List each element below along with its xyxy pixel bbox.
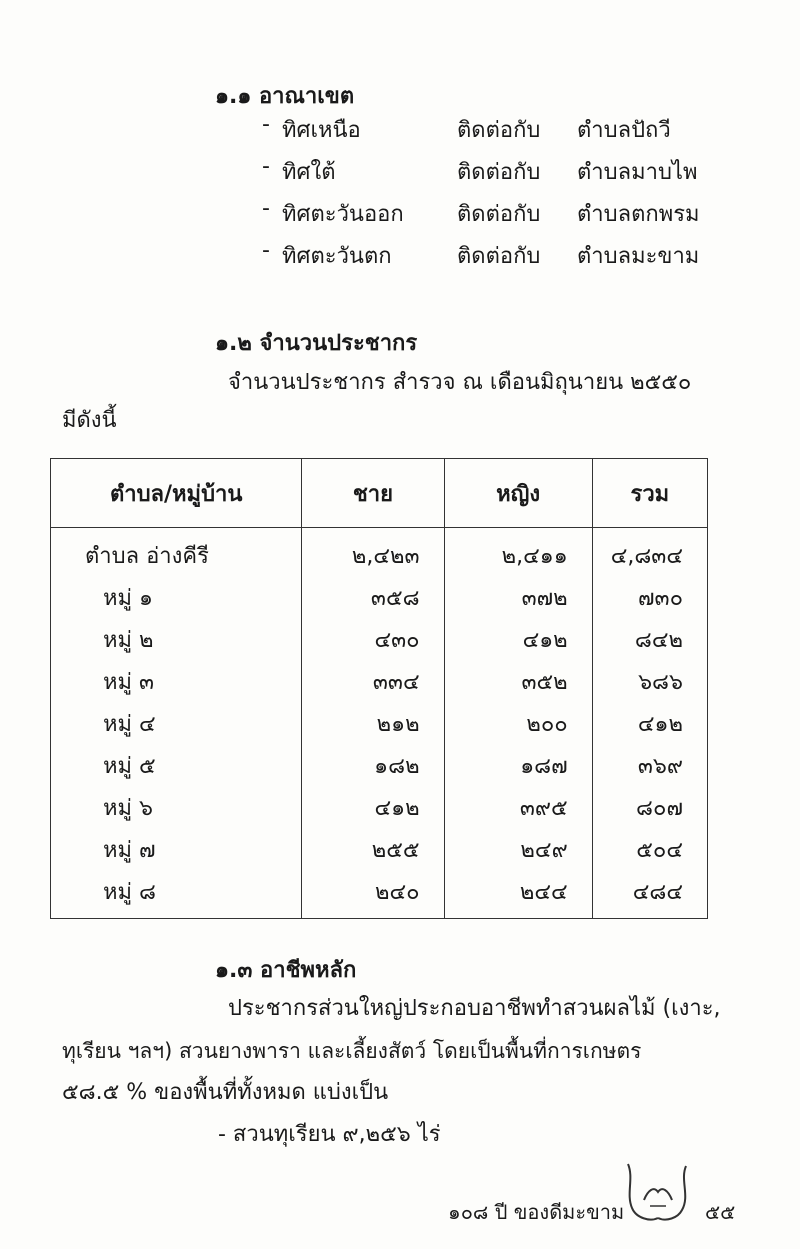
- border-row: [262, 154, 722, 196]
- table-row: [51, 786, 708, 828]
- row-male: ๓๕๘: [302, 576, 444, 618]
- list-dash: -: [262, 154, 270, 179]
- row-female: ๓๕๒: [444, 660, 592, 702]
- row-area: ตำบล อ่างคีรี: [51, 528, 302, 577]
- row-total: ๘๐๗: [592, 786, 707, 828]
- row-male: ๒๕๕: [302, 828, 444, 870]
- table-row: [51, 528, 708, 577]
- section-heading-population: ๑.๒ จำนวนประชากร: [215, 331, 418, 356]
- border-target: ตำบลมะขาม: [577, 244, 700, 269]
- row-total: ๔๘๔: [592, 870, 707, 919]
- row-female: ๔๑๒: [444, 618, 592, 660]
- border-relation: ติดต่อกับ: [457, 118, 541, 143]
- border-target: ตำบลมาบไพ: [577, 160, 698, 185]
- row-area: หมู่ ๒: [51, 618, 302, 660]
- list-dash: -: [262, 112, 270, 137]
- border-row: [262, 196, 722, 238]
- border-target: ตำบลตกพรม: [577, 202, 700, 227]
- population-intro: จำนวนประชากร สำรวจ ณ เดือนมิถุนายน ๒๕๕๐: [228, 370, 692, 395]
- table-row: [51, 660, 708, 702]
- row-total: ๔๑๒: [592, 702, 707, 744]
- row-total: ๖๘๖: [592, 660, 707, 702]
- column-header-male: ชาย: [302, 459, 444, 528]
- table-row: [51, 870, 708, 919]
- row-female: ๒๐๐: [444, 702, 592, 744]
- table-row: [51, 702, 708, 744]
- border-relation: ติดต่อกับ: [457, 202, 541, 227]
- section-heading-territory: ๑.๑ อาณาเขต: [215, 84, 355, 109]
- list-dash: -: [262, 196, 270, 221]
- row-area: หมู่ ๑: [51, 576, 302, 618]
- row-female: ๓๙๕: [444, 786, 592, 828]
- row-male: ๓๓๔: [302, 660, 444, 702]
- occupation-bullet: - สวนทุเรียน ๙,๒๕๖ ไร่: [218, 1122, 441, 1147]
- column-header-female: หญิง: [444, 459, 592, 528]
- row-female: ๓๗๒: [444, 576, 592, 618]
- list-dash: -: [262, 238, 270, 263]
- section-heading-occupation: ๑.๓ อาชีพหลัก: [215, 958, 357, 983]
- row-area: หมู่ ๔: [51, 702, 302, 744]
- border-direction: ทิศตะวันตก: [282, 244, 392, 269]
- column-header-total: รวม: [592, 459, 707, 528]
- border-relation: ติดต่อกับ: [457, 160, 541, 185]
- occupation-paragraph-line1: ประชากรส่วนใหญ่ประกอบอาชีพทำสวนผลไม้ (เงาะ,: [228, 996, 721, 1021]
- row-area: หมู่ ๓: [51, 660, 302, 702]
- occupation-paragraph-line2: ทุเรียน ฯลฯ) สวนยางพารา และเลี้ยงสัตว์ โดยเป็นพื้นที่การเกษตร: [62, 1039, 642, 1063]
- footer-emblem-icon: [620, 1160, 695, 1228]
- table-row: [51, 618, 708, 660]
- row-total: ๘๔๒: [592, 618, 707, 660]
- border-direction: ทิศตะวันออก: [282, 202, 404, 227]
- table-row: [51, 744, 708, 786]
- row-male: ๑๘๒: [302, 744, 444, 786]
- table-row: [51, 828, 708, 870]
- column-header-area: ตำบล/หมู่บ้าน: [51, 459, 302, 528]
- occupation-paragraph-line3: ๕๘.๕ % ของพื้นที่ทั้งหมด แบ่งเป็น: [62, 1080, 389, 1105]
- row-total: ๕๐๔: [592, 828, 707, 870]
- page-number: ๕๕: [705, 1200, 736, 1224]
- row-male: ๔๓๐: [302, 618, 444, 660]
- row-female: ๒,๔๑๑: [444, 528, 592, 577]
- population-table: [50, 458, 708, 919]
- row-area: หมู่ ๖: [51, 786, 302, 828]
- footer-title: ๑๐๘ ปี ของดีมะขาม: [448, 1200, 625, 1224]
- border-row: [262, 238, 722, 280]
- row-male: ๒,๔๒๓: [302, 528, 444, 577]
- row-total: ๓๖๙: [592, 744, 707, 786]
- border-list: [262, 112, 722, 280]
- population-intro-continued: มีดังนี้: [62, 408, 117, 433]
- border-relation: ติดต่อกับ: [457, 244, 541, 269]
- table-header-row: [51, 459, 708, 528]
- row-male: ๔๑๒: [302, 786, 444, 828]
- border-direction: ทิศเหนือ: [282, 118, 361, 143]
- row-area: หมู่ ๘: [51, 870, 302, 919]
- row-area: หมู่ ๗: [51, 828, 302, 870]
- row-total: ๔,๘๓๔: [592, 528, 707, 577]
- row-area: หมู่ ๕: [51, 744, 302, 786]
- border-row: [262, 112, 722, 154]
- row-female: ๒๔๙: [444, 828, 592, 870]
- row-female: ๑๘๗: [444, 744, 592, 786]
- border-direction: ทิศใต้: [282, 160, 336, 185]
- row-female: ๒๔๔: [444, 870, 592, 919]
- row-male: ๒๑๒: [302, 702, 444, 744]
- row-male: ๒๔๐: [302, 870, 444, 919]
- border-target: ตำบลปัถวี: [577, 118, 671, 143]
- row-total: ๗๓๐: [592, 576, 707, 618]
- table-row: [51, 576, 708, 618]
